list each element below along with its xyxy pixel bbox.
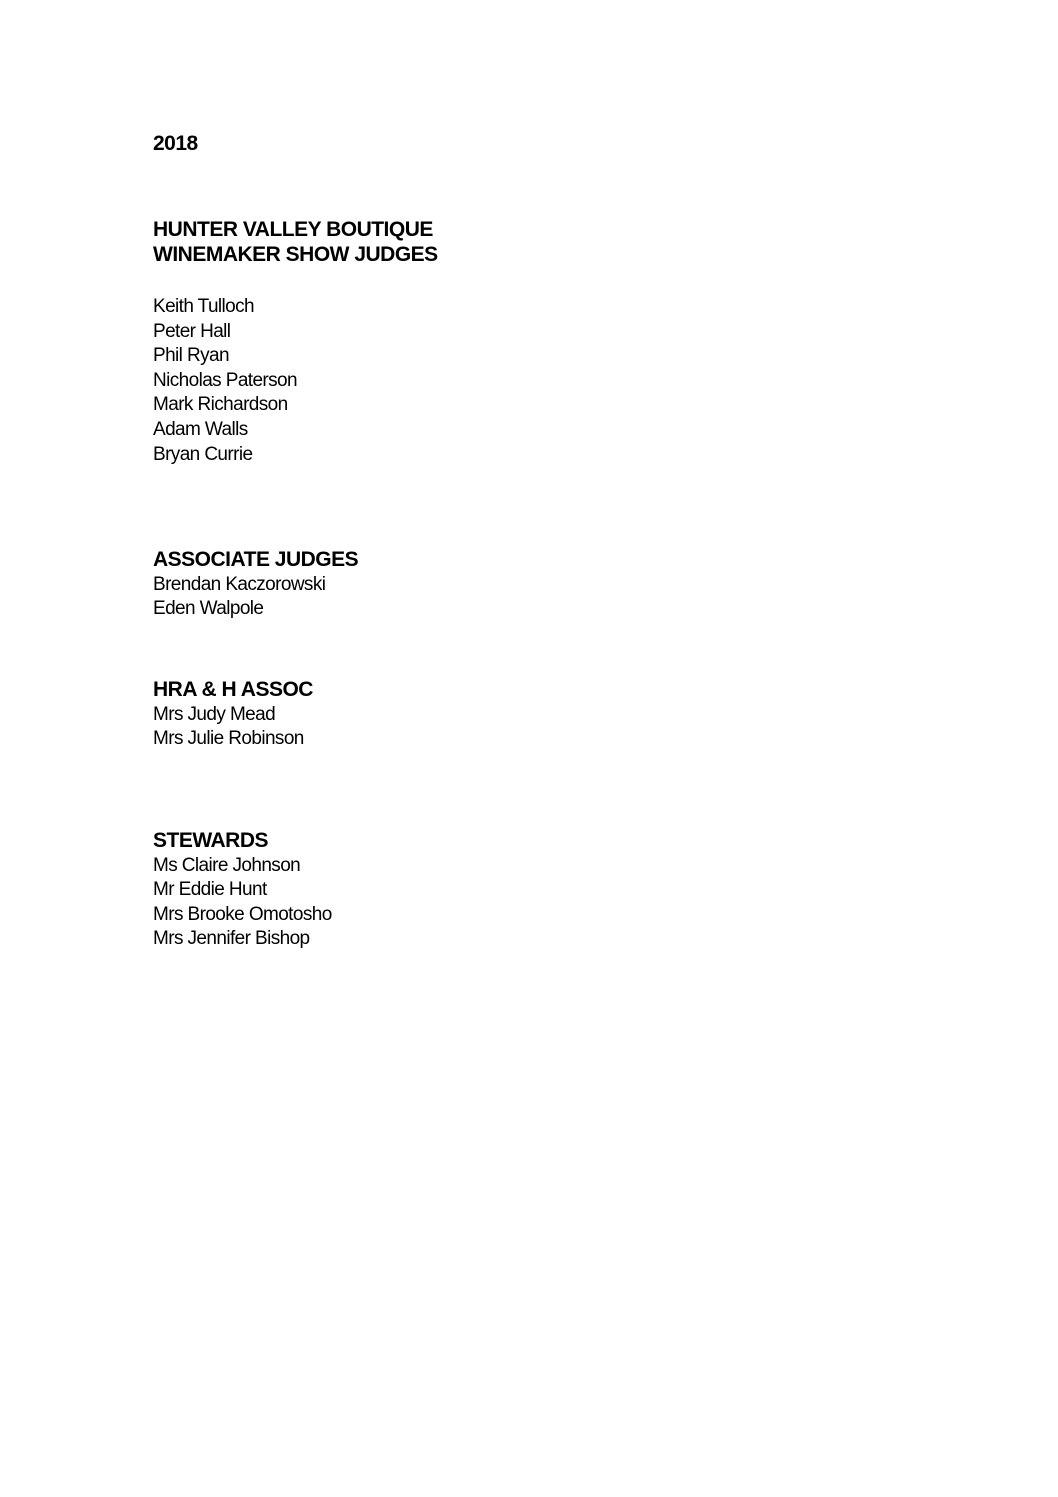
section-stewards (153, 829, 332, 952)
list-item: Mrs Jennifer Bishop (153, 928, 310, 950)
list-item: Mrs Julie Robinson (153, 728, 304, 750)
section-associate-judges (153, 548, 358, 622)
section-hra-h-assoc (153, 678, 313, 752)
list-item: Peter Hall (153, 320, 231, 342)
section-show-judges (153, 218, 438, 267)
show-judges-list (153, 295, 297, 467)
section-title-line: STEWARDS (153, 829, 269, 852)
section-title-line: ASSOCIATE JUDGES (153, 548, 359, 571)
section-title-line: WINEMAKER SHOW JUDGES (153, 242, 438, 266)
list-item: Keith Tulloch (153, 296, 254, 317)
list-item: Mr Eddie Hunt (153, 879, 267, 901)
section-title-line: HUNTER VALLEY BOUTIQUE (153, 218, 433, 241)
list-item: Nicholas Paterson (153, 369, 297, 391)
list-item: Ms Claire Johnson (153, 854, 301, 876)
list-item: Adam Walls (153, 418, 248, 440)
list-item: Mrs Brooke Omotosho (153, 903, 332, 925)
section-title-line: HRA & H ASSOC (153, 678, 313, 701)
list-item: Phil Ryan (153, 345, 229, 367)
list-item: Mrs Judy Mead (153, 703, 276, 725)
list-item: Bryan Currie (153, 443, 253, 465)
document-year: 2018 (153, 132, 198, 155)
list-item: Mark Richardson (153, 394, 288, 416)
list-item: Brendan Kaczorowski (153, 573, 326, 595)
list-item: Eden Walpole (153, 598, 264, 620)
